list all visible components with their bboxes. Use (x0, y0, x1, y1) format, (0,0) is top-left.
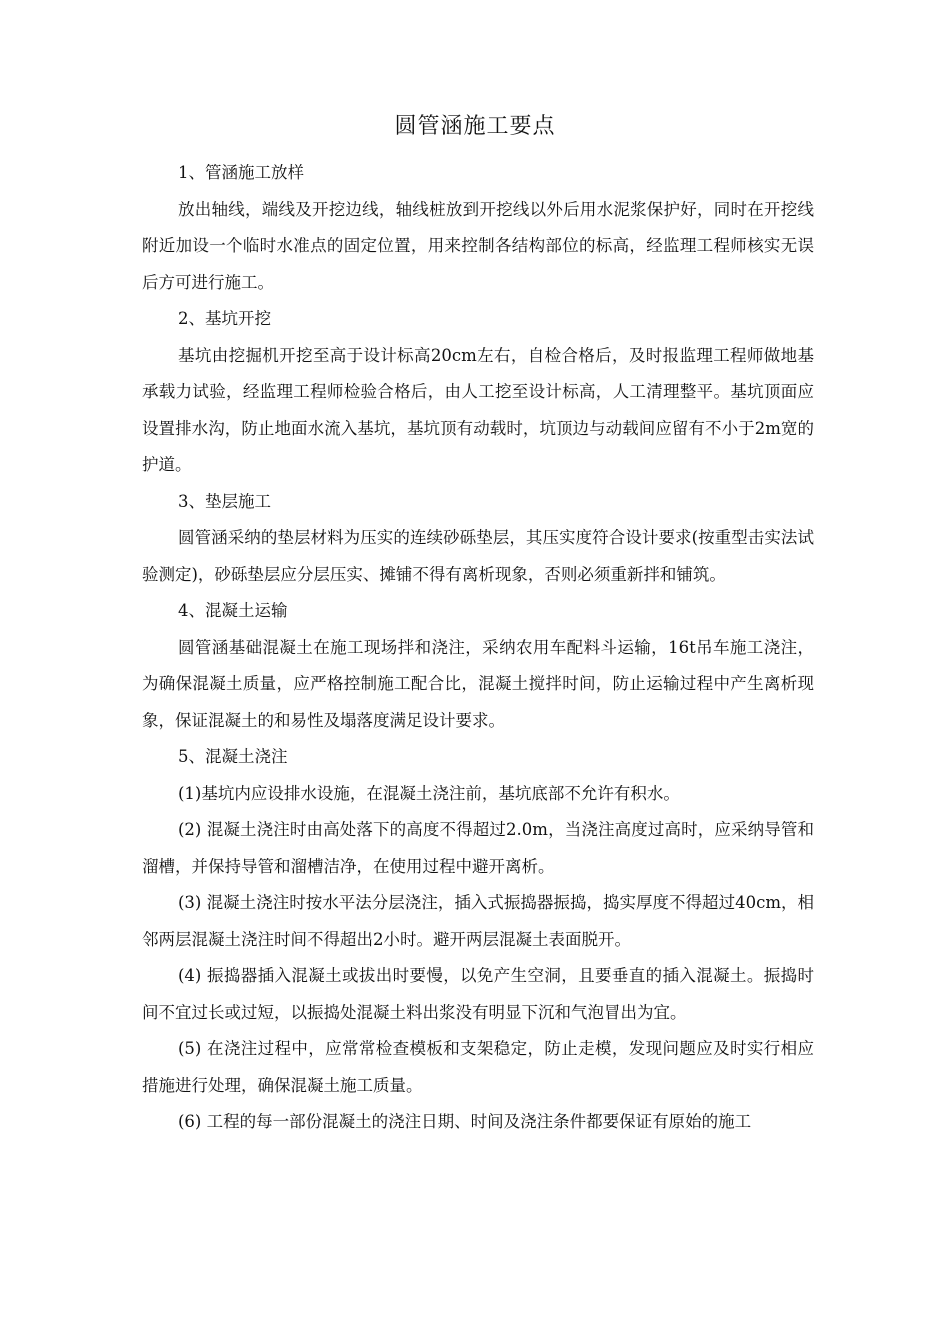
section-heading: 5、混凝土浇注 (178, 747, 288, 766)
paragraph: (5) 在浇注过程中，应常常检查模板和支架稳定，防止走模，发现问题应及时实行相应措施进行处理，确保混凝土施工质量。 (142, 1039, 814, 1095)
document-title: 圆管涵施工要点 (394, 114, 556, 139)
paragraph: 基坑由挖掘机开挖至高于设计标高20cm左右，自检合格后，及时报监理工程师做地基承载力试验，经监理工程师检验合格后，由人工挖至设计标高，人工清理整平。基坑顶面应设置排水沟，防止地面水流入基坑，基坑顶有动载时，坑顶边与动载间应留有不小于2m宽的护道。 (142, 345, 814, 474)
paragraph: (3) 混凝土浇注时按水平法分层浇注，插入式振捣器振捣，捣实厚度不得超过40cm，相邻两层混凝土浇注时间不得超出2小时。避开两层混凝土表面脱开。 (142, 893, 814, 949)
paragraph: (2) 混凝土浇注时由高处落下的高度不得超过2.0m，当浇注高度过高时，应采纳导管和溜槽，并保持导管和溜槽洁净，在使用过程中避开离析。 (142, 820, 814, 876)
section-heading: 4、混凝土运输 (178, 601, 288, 620)
section-3 (142, 484, 814, 594)
section-heading: 3、垫层施工 (178, 491, 271, 511)
paragraph: 圆管涵基础混凝土在施工现场拌和浇注，采纳农用车配料斗运输，16t吊车施工浇注，为确保混凝土质量，应严格控制施工配合比，混凝土搅拌时间，防止运输过程中产生离析现象，保证混凝土的和易性及塌落度满足设计要求。 (142, 637, 814, 730)
paragraph: (4) 振捣器插入混凝土或拔出时要慢，以免产生空洞，且要垂直的插入混凝土。振捣时间不宜过长或过短，以振捣处混凝土料出浆没有明显下沉和气泡冒出为宜。 (142, 966, 814, 1022)
paragraph: (6) 工程的每一部份混凝土的浇注日期、时间及浇注条件都要保证有原始的施工 (178, 1112, 752, 1131)
paragraph: (1)基坑内应设排水设施，在混凝土浇注前，基坑底部不允许有积水。 (178, 783, 680, 803)
section-4 (142, 593, 814, 739)
document-body (142, 155, 814, 1141)
section-5 (142, 739, 814, 1141)
section-2 (142, 301, 814, 484)
section-heading: 1、管涵施工放样 (178, 163, 304, 182)
section-1 (142, 155, 814, 301)
section-heading: 2、基坑开挖 (178, 309, 271, 328)
paragraph: 放出轴线，端线及开挖边线，轴线桩放到开挖线以外后用水泥浆保护好，同时在开挖线附近加设一个临时水准点的固定位置，用来控制各结构部位的标高，经监理工程师核实无误后方可进行施工。 (142, 199, 814, 292)
paragraph: 圆管涵采纳的垫层材料为压实的连续砂砾垫层，其压实度符合设计要求(按重型击实法试验测定)，砂砾垫层应分层压实、摊铺不得有离析现象，否则必须重新拌和铺筑。 (142, 528, 814, 584)
